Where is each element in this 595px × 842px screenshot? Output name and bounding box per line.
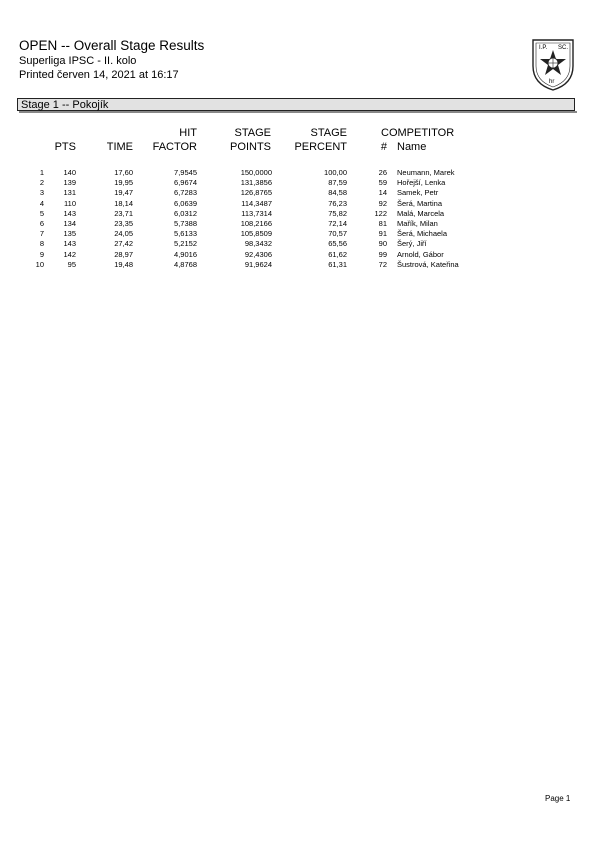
col-hit-bottom: FACTOR [152,141,197,153]
match-name: Superliga IPSC - II. kolo [19,55,137,67]
competitor-name-cell: Hořejší, Lenka [397,178,446,188]
hit-factor-cell: 4,9016 [174,249,197,259]
time-cell: 17,60 [114,168,133,177]
competitor-name-cell: Arnold, Gábor [397,249,444,259]
pts-cell: 135 [63,229,76,239]
hit-factor-cell: 5,2152 [174,239,197,249]
competitor-number-cell: 91 [378,229,387,239]
competitor-number-cell: 122 [374,208,387,218]
place-cell: 6 [39,218,44,228]
stage-percent-cell: 65,56 [328,239,347,249]
competitor-name-cell: Malá, Marcela [397,208,445,218]
hit-factor-cell: 5,6133 [174,229,197,239]
place-cell: 2 [39,178,44,188]
time-cell: 27,42 [114,239,133,249]
stage-percent-cell: 72,14 [328,218,347,228]
logo-text-bottom: hr [549,79,555,85]
page-number: Page 1 [545,794,571,803]
stage-percent-cell: 75,82 [328,208,347,218]
table-row [0,209,595,219]
time-cell: 23,35 [114,218,133,228]
table-row [0,260,595,270]
competitor-name-cell: Neumann, Marek [397,168,455,177]
place-cell: 10 [35,259,44,269]
place-cell: 7 [39,229,44,239]
col-number: # [380,141,387,153]
stage-percent-cell: 100,00 [324,168,347,177]
col-name: Name [397,141,427,153]
pts-cell: 110 [64,198,76,208]
time-cell: 19,48 [114,259,133,269]
competitor-name-cell: Šerý, Jiří [397,239,427,249]
hit-factor-cell: 4,8768 [174,259,197,269]
stage-percent-cell: 70,57 [328,229,347,239]
time-cell: 19,47 [114,188,133,198]
competitor-number-cell: 26 [378,168,387,177]
col-stage-points-top: STAGE [234,127,271,139]
time-cell: 18,14 [114,198,133,208]
competitor-name-cell: Mařík, Milan [397,218,438,228]
table-row [0,229,595,239]
competitor-number-cell: 90 [378,239,387,249]
col-hit-top: HIT [179,127,197,139]
pts-cell: 139 [63,178,76,188]
results-table [0,168,595,270]
col-time: TIME [106,141,133,153]
pts-cell: 134 [63,218,76,228]
competitor-number-cell: 81 [378,218,387,228]
stage-header-bar: Stage 1 -- Pokojík [17,98,575,111]
stage-points-cell: 113,7314 [241,208,272,218]
place-cell: 9 [39,249,44,259]
place-cell: 3 [39,188,44,198]
stage-points-cell: 131,3856 [240,178,272,188]
stage-percent-cell: 84,58 [328,188,347,198]
hit-factor-cell: 5,7388 [174,218,197,228]
pts-cell: 140 [63,168,76,177]
time-cell: 19,95 [114,178,133,188]
stage-points-cell: 108,2166 [240,218,272,228]
time-cell: 28,97 [114,249,133,259]
place-cell: 5 [39,208,44,218]
stage-percent-cell: 87,59 [328,178,347,188]
competitor-number-cell: 14 [378,188,387,198]
stage-points-cell: 150,0000 [240,168,272,177]
pts-cell: 131 [63,188,76,198]
competitor-number-cell: 92 [378,198,387,208]
pts-cell: 95 [67,259,76,269]
table-row [0,239,595,249]
stage-points-cell: 126,8765 [240,188,272,198]
hit-factor-cell: 6,7283 [174,188,197,198]
table-row [0,188,595,198]
stage-percent-cell: 76,23 [328,198,347,208]
table-row [0,199,595,209]
stage-points-cell: 98,3432 [244,239,272,249]
col-stage-percent-top: STAGE [310,127,347,139]
competitor-name-cell: Šustrová, Kateřina [397,259,459,269]
logo-text-right: SC. [558,45,569,51]
competitor-name-cell: Samek, Petr [397,188,439,198]
ipsc-logo [530,38,576,92]
table-row [0,250,595,260]
place-cell: 8 [39,239,44,249]
competitor-number-cell: 59 [378,178,387,188]
time-cell: 24,05 [114,229,133,239]
stage-points-cell: 91,9624 [244,259,272,269]
stage-points-cell: 105,8509 [240,229,272,239]
col-pts: PTS [54,141,76,153]
competitor-name-cell: Šerá, Michaela [397,229,448,239]
pts-cell: 143 [63,239,76,249]
place-cell: 4 [39,198,44,208]
table-row [0,219,595,229]
hit-factor-cell: 6,9674 [174,178,197,188]
table-row [0,178,595,188]
stage-bar-shadow [19,111,577,113]
col-stage-points-bottom: POINTS [230,141,271,153]
competitor-number-cell: 99 [378,249,387,259]
pts-cell: 143 [63,208,76,218]
stage-points-cell: 114,3487 [241,198,272,208]
place-cell: 1 [39,168,44,177]
col-stage-percent-bottom: PERCENT [294,141,347,153]
competitor-name-cell: Šerá, Martina [397,198,443,208]
stage-percent-cell: 61,62 [328,249,347,259]
logo-text-left: I.P. [539,45,548,51]
hit-factor-cell: 6,0639 [174,198,197,208]
competitor-number-cell: 72 [378,259,387,269]
pts-cell: 142 [63,249,76,259]
stage-percent-cell: 61,31 [328,259,347,269]
page-title: OPEN -- Overall Stage Results [19,38,205,53]
printed-date: Printed červen 14, 2021 at 16:17 [19,69,179,81]
time-cell: 23,71 [114,208,133,218]
col-competitor-top: COMPETITOR [381,127,455,139]
hit-factor-cell: 7,9545 [174,168,197,177]
stage-points-cell: 92,4306 [244,249,272,259]
table-row [0,168,595,178]
hit-factor-cell: 6,0312 [174,208,197,218]
